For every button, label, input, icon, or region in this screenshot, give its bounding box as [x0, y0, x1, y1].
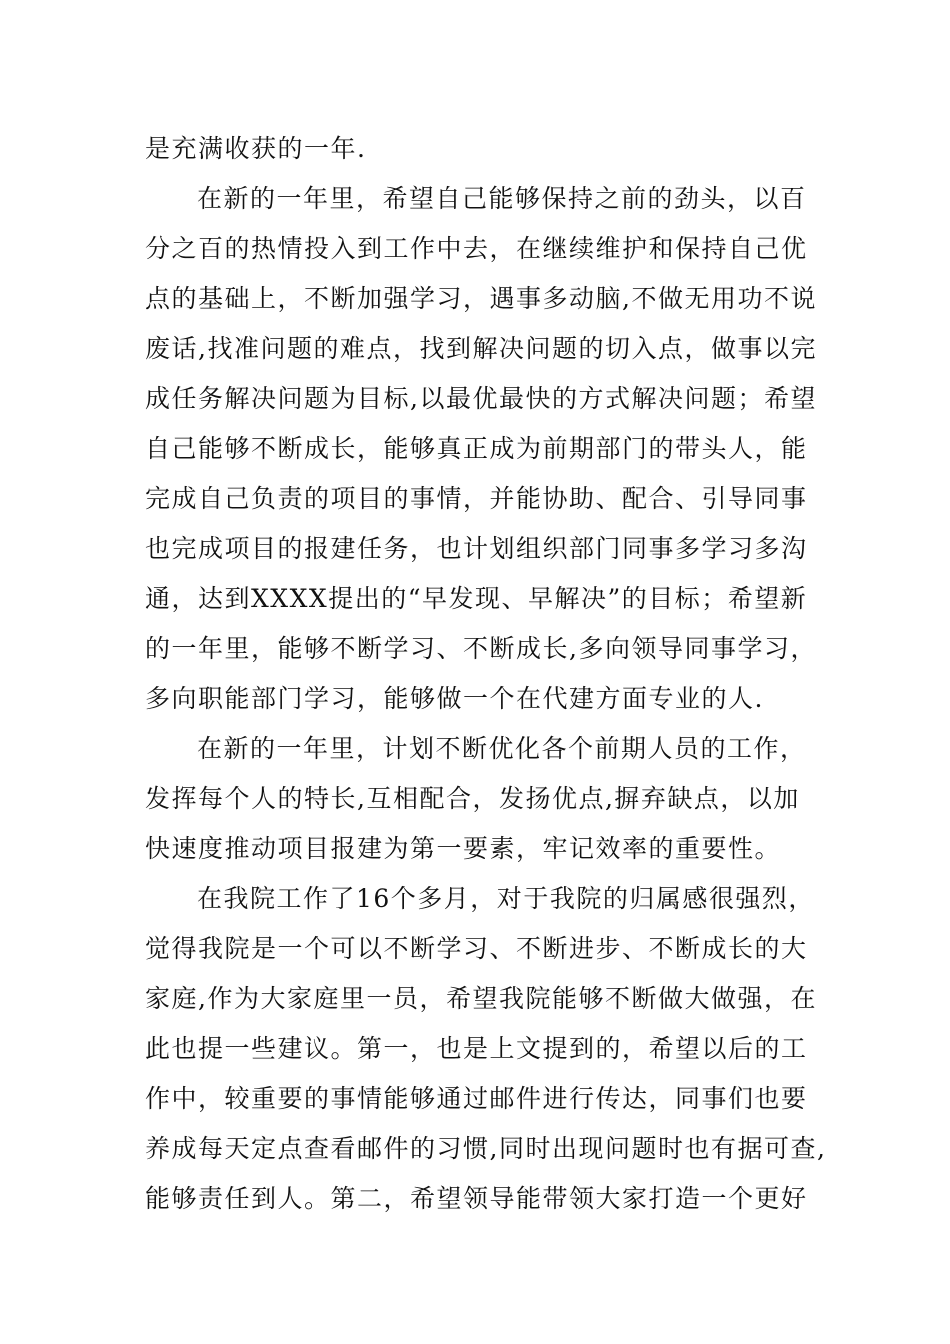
text-line: 发挥每个人的特长,互相配合，发扬优点,摒弃缺点，以加 — [145, 784, 800, 813]
text-line: 快速度推动项目报建为第一要素，牢记效率的重要性。 — [145, 834, 782, 863]
paragraph-first-line: 在新的一年里，希望自己能够保持之前的劲头，以百 — [197, 184, 807, 213]
text-line: 是充满收获的一年. — [145, 134, 367, 163]
text-line: 也完成项目的报建任务，也计划组织部门同事多学习多沟 — [145, 534, 808, 563]
text-line: 多向职能部门学习，能够做一个在代建方面专业的人. — [145, 684, 764, 713]
text-line: 成任务解决问题为目标,以最优最快的方式解决问题；希望 — [145, 384, 817, 413]
text-line: 此也提一些建议。第一，也是上文提到的，希望以后的工 — [145, 1034, 808, 1063]
text-line: 完成自己负责的项目的事情，并能协助、配合、引导同事 — [145, 484, 808, 513]
text-line: 作中，较重要的事情能够通过邮件进行传达，同事们也要 — [145, 1084, 808, 1113]
text-line: 觉得我院是一个可以不断学习、不断进步、不断成长的大 — [145, 934, 808, 963]
paragraph-first-line: 在我院工作了16个多月，对于我院的归属感很强烈， — [197, 884, 815, 913]
text-line: 通，达到XXXX提出的“早发现、早解决”的目标；希望新 — [145, 584, 808, 613]
text-line: 养成每天定点查看邮件的习惯,同时出现问题时也有据可查, — [145, 1134, 827, 1163]
text-line: 家庭,作为大家庭里一员，希望我院能够不断做大做强，在 — [145, 984, 817, 1013]
text-line: 点的基础上，不断加强学习，遇事多动脑,不做无用功不说 — [145, 284, 817, 313]
text-line: 的一年里，能够不断学习、不断成长,多向领导同事学习， — [145, 634, 817, 663]
text-line: 分之百的热情投入到工作中去，在继续维护和保持自己优 — [145, 234, 808, 263]
paragraph-first-line: 在新的一年里，计划不断优化各个前期人员的工作， — [197, 734, 807, 763]
text-line: 废话,找准问题的难点，找到解决问题的切入点，做事以完 — [145, 334, 817, 363]
text-line: 自己能够不断成长，能够真正成为前期部门的带头人，能 — [145, 434, 808, 463]
text-line: 能够责任到人。第二，希望领导能带领大家打造一个更好 — [145, 1184, 808, 1213]
